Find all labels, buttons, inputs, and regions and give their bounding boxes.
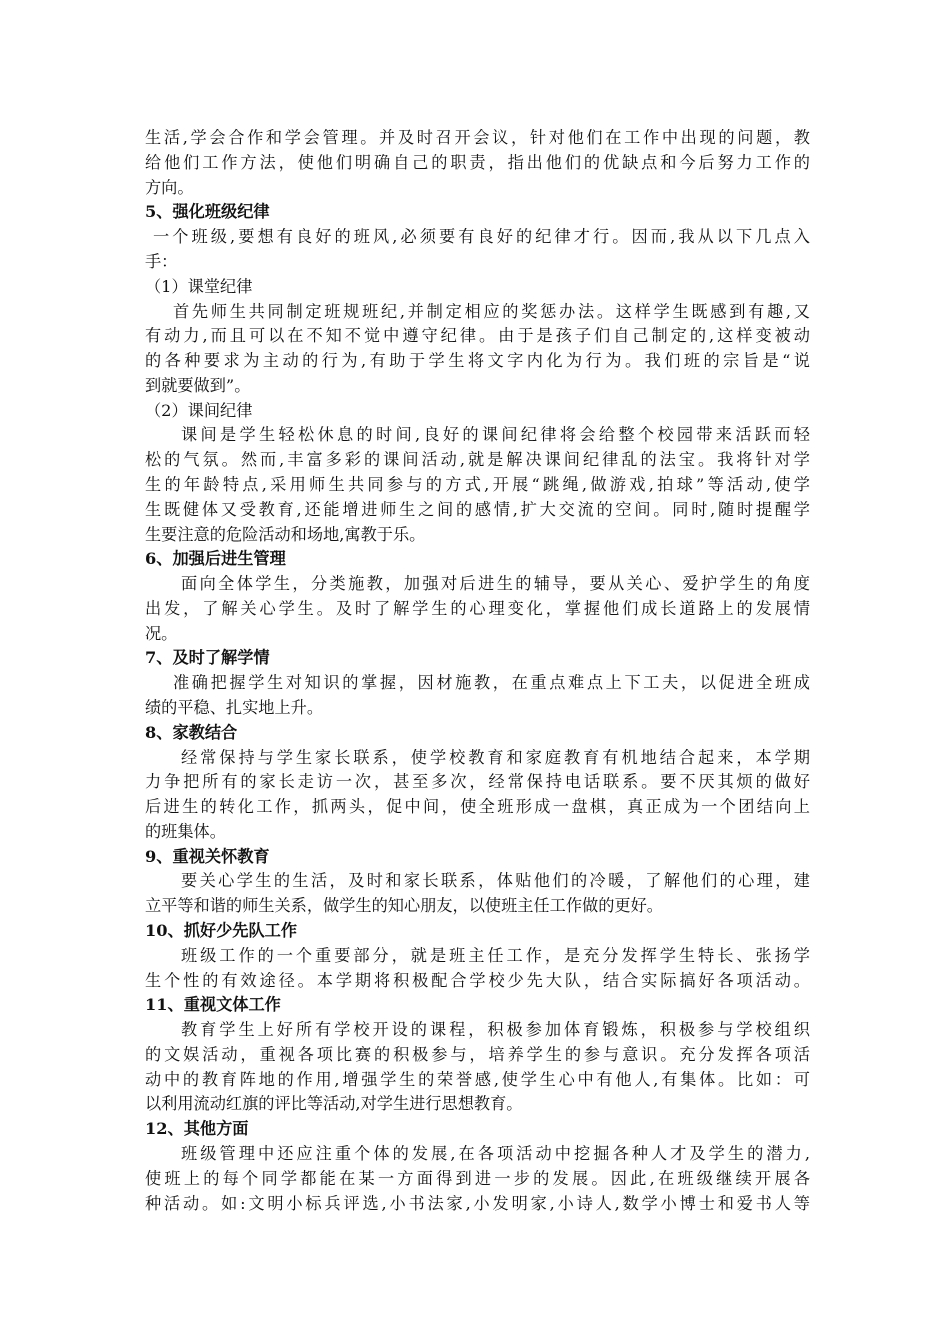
section-heading: 11、重视文体工作 xyxy=(145,995,281,1015)
text-line: 要关心学生的生活，及时和家长联系，体贴他们的冷暖，了解他们的心理，建 xyxy=(181,871,810,891)
text-line: 课间是学生轻松休息的时间,良好的课间纪律将会给整个校园带来活跃而轻 xyxy=(181,425,810,445)
text-line: 生的年龄特点,采用师生共同参与的方式,开展“跳绳,做游戏,拍球”等活动,使学 xyxy=(145,474,810,494)
text-line: 手： xyxy=(145,251,178,271)
text-line: 使班上的每个同学都能在某一方面得到进一步的发展。因此,在班级继续开展各 xyxy=(145,1168,810,1188)
text-line: 生个性的有效途径。本学期将积极配合学校少先大队，结合实际搞好各项活动。 xyxy=(145,970,810,990)
text-line: 的文娱活动，重视各项比赛的积极参与，培养学生的参与意识。充分发挥各项活 xyxy=(145,1044,810,1064)
section-heading: 6、加强后进生管理 xyxy=(145,549,286,569)
text-line: 有动力,而且可以在不知不觉中遵守纪律。由于是孩子们自己制定的,这样变被动 xyxy=(145,326,810,346)
text-line: 到就要做到”。 xyxy=(145,375,251,395)
text-line: 后进生的转化工作，抓两头，促中间，使全班形成一盘棋，真正成为一个团结向上 xyxy=(145,797,810,817)
text-line: 经常保持与学生家长联系，使学校教育和家庭教育有机地结合起来，本学期 xyxy=(181,747,810,767)
text-line: 动中的教育阵地的作用,增强学生的荣誉感,使学生心中有他人,有集体。比如：可 xyxy=(145,1069,810,1089)
section-heading: 12、其他方面 xyxy=(145,1119,249,1139)
text-line: （2）课间纪律 xyxy=(145,400,253,420)
text-line: 给他们工作方法，使他们明确自己的职责，指出他们的优缺点和今后努力工作的 xyxy=(145,152,810,172)
text-line: 生活,学会合作和学会管理。并及时召开会议，针对他们在工作中出现的问题，教 xyxy=(145,128,810,147)
text-line: 立平等和谐的师生关系，做学生的知心朋友，以使班主任工作做的更好。 xyxy=(145,896,663,916)
text-line: 的各种要求为主动的行为,有助于学生将文字内化为行为。我们班的宗旨是“说 xyxy=(145,351,810,370)
text-line: 力争把所有的家长走访一次，甚至多次，经常保持电话联系。要不厌其烦的做好 xyxy=(145,772,810,792)
text-line: 首先师生共同制定班规班纪,并制定相应的奖惩办法。这样学生既感到有趣,又 xyxy=(173,301,810,321)
text-line: （1）课堂纪律 xyxy=(145,276,253,296)
text-line: 种活动。如:文明小标兵评选,小书法家,小发明家,小诗人,数学小博士和爱书人等 xyxy=(145,1193,810,1213)
text-line: 准确把握学生对知识的掌握，因材施教，在重点难点上下工夫，以促进全班成 xyxy=(173,673,810,693)
text-line: 生既健体又受教育,还能增进师生之间的感情,扩大交流的空间。同时,随时提醒学 xyxy=(145,499,810,519)
section-heading: 9、重视关怀教育 xyxy=(145,846,270,866)
text-line: 出发，了解关心学生。及时了解学生的心理变化，掌握他们成长道路上的发展情 xyxy=(145,598,810,618)
text-line: 的班集体。 xyxy=(145,821,226,841)
text-line: 班级管理中还应注重个体的发展,在各项活动中挖掘各种人才及学生的潜力, xyxy=(181,1144,810,1163)
section-heading: 5、强化班级纪律 xyxy=(145,202,270,222)
text-line: 松的气氛。然而,丰富多彩的课间活动,就是解决课间纪律乱的法宝。我将针对学 xyxy=(145,450,810,470)
text-line: 教育学生上好所有学校开设的课程，积极参加体育锻炼，积极参与学校组织 xyxy=(181,1020,810,1040)
text-line: 面向全体学生，分类施教，加强对后进生的辅导，要从关心、爱护学生的角度 xyxy=(181,574,810,593)
section-heading: 7、及时了解学情 xyxy=(145,648,270,668)
section-heading: 8、家教结合 xyxy=(145,722,238,742)
text-line: 以利用流动红旗的评比等活动,对学生进行思想教育。 xyxy=(145,1094,523,1114)
text-line: 一个班级,要想有良好的班风,必须要有良好的纪律才行。因而,我从以下几点入 xyxy=(153,227,810,247)
text-line: 方向。 xyxy=(145,177,194,197)
text-line: 生要注意的危险活动和场地,寓教于乐。 xyxy=(145,524,426,544)
text-line: 绩的平稳、扎实地上升。 xyxy=(145,697,324,717)
section-heading: 10、抓好少先队工作 xyxy=(145,921,298,940)
text-line: 班级工作的一个重要部分，就是班主任工作，是充分发挥学生特长、张扬学 xyxy=(181,945,810,965)
text-line: 况。 xyxy=(145,623,178,643)
